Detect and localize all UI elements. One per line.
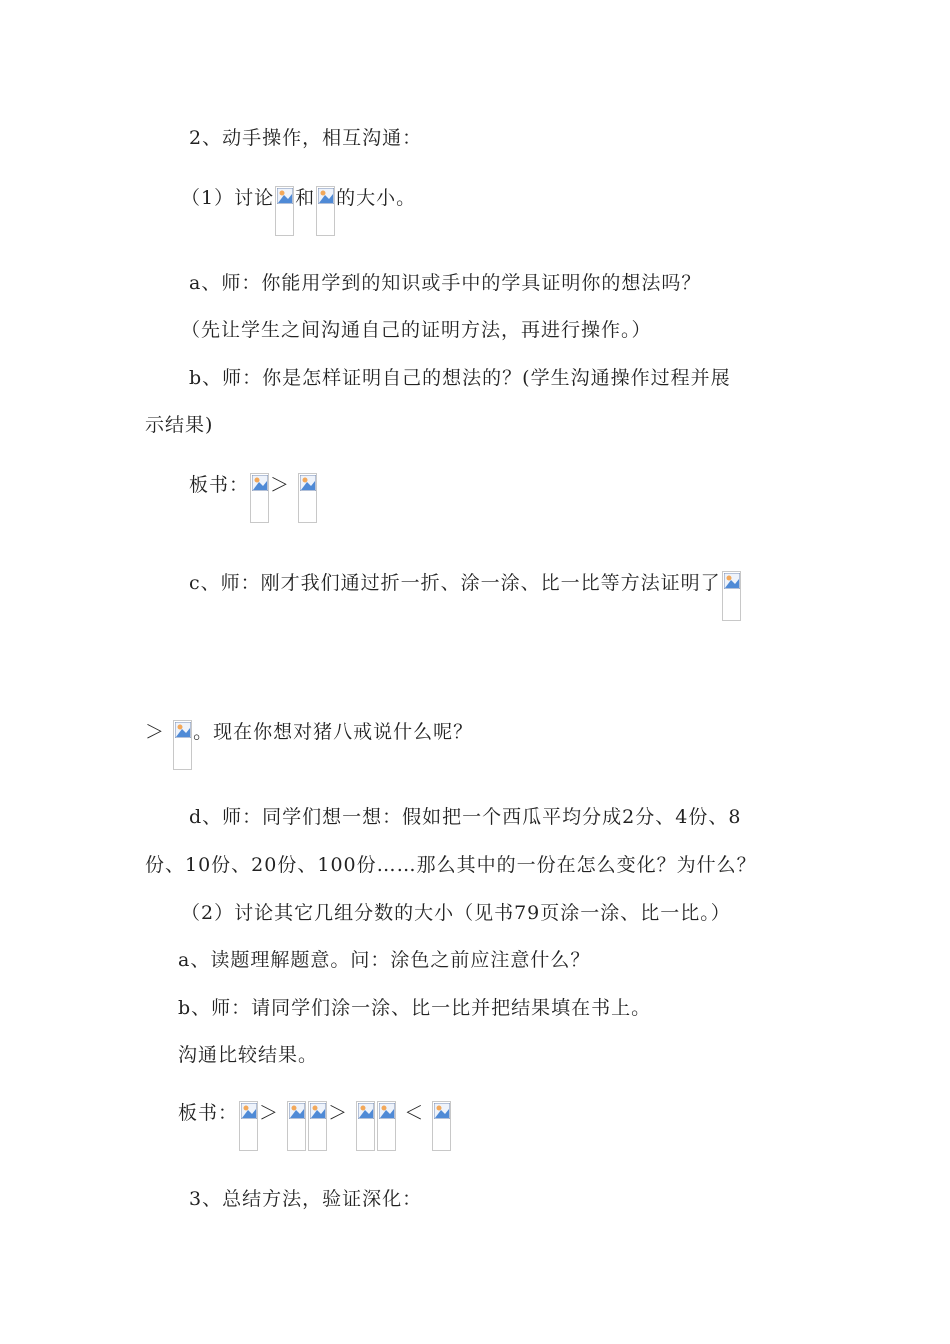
greater-than: ＞: [145, 721, 166, 743]
fraction-image: [298, 473, 317, 523]
paragraph-b2: b、师：请同学们涂一涂、比一比并把结果填在书上。: [178, 997, 652, 1019]
fraction-image: [308, 1101, 327, 1151]
greater-than: ＞: [259, 1102, 280, 1124]
fraction-image: [377, 1101, 396, 1151]
greater-than: ＞: [270, 474, 291, 496]
greater-than: ＞: [328, 1102, 349, 1124]
paragraph-b-cont: 示结果): [145, 414, 214, 436]
board-writing-2: [178, 1101, 452, 1151]
fraction-image: [356, 1101, 375, 1151]
fraction-image: [275, 186, 294, 236]
text-segment: （1）讨论: [181, 187, 275, 209]
fraction-image: [173, 720, 192, 770]
text-segment: 和: [295, 187, 316, 209]
board-writing-1: [189, 473, 318, 523]
fraction-image: [316, 186, 335, 236]
paragraph-d-cont: 份、10份、20份、100份……那么其中的一份在怎么变化？为什么？: [145, 854, 757, 876]
fraction-image: [287, 1101, 306, 1151]
less-than: ＜: [404, 1102, 425, 1124]
text-segment: 板书：: [178, 1102, 239, 1124]
text-segment: 板书：: [189, 474, 250, 496]
fraction-image: [722, 571, 741, 621]
paragraph-d: d、师：同学们想一想：假如把一个西瓜平均分成2分、4份、8: [189, 806, 742, 828]
text-segment: 的大小。: [336, 187, 417, 209]
paragraph-a2: a、读题理解题意。问：涂色之前应注意什么？: [178, 949, 591, 971]
paragraph-a: a、师：你能用学到的知识或手中的学具证明你的想法吗？: [189, 272, 702, 294]
paragraph-b: b、师：你是怎样证明自己的想法的？(学生沟通操作过程并展: [189, 367, 731, 389]
fraction-image: [250, 473, 269, 523]
paragraph-compare: 沟通比较结果。: [178, 1044, 319, 1066]
heading-summary: 3、总结方法，验证深化：: [189, 1188, 423, 1210]
fraction-image: [239, 1101, 258, 1151]
heading-hands-on: 2、动手操作，相互沟通：: [189, 127, 423, 149]
paragraph-discuss-1: [181, 186, 416, 236]
text-segment: 。现在你想对猪八戒说什么呢？: [193, 721, 474, 743]
paragraph-note: （先让学生之间沟通自己的证明方法，再进行操作。）: [181, 319, 652, 341]
text-segment: c、师：刚才我们通过折一折、涂一涂、比一比等方法证明了: [189, 572, 721, 594]
fraction-image: [432, 1101, 451, 1151]
paragraph-discuss-2: （2）讨论其它几组分数的大小（见书79页涂一涂、比一比。）: [181, 902, 731, 924]
paragraph-c: [189, 571, 742, 621]
paragraph-c-cont: [145, 720, 473, 770]
